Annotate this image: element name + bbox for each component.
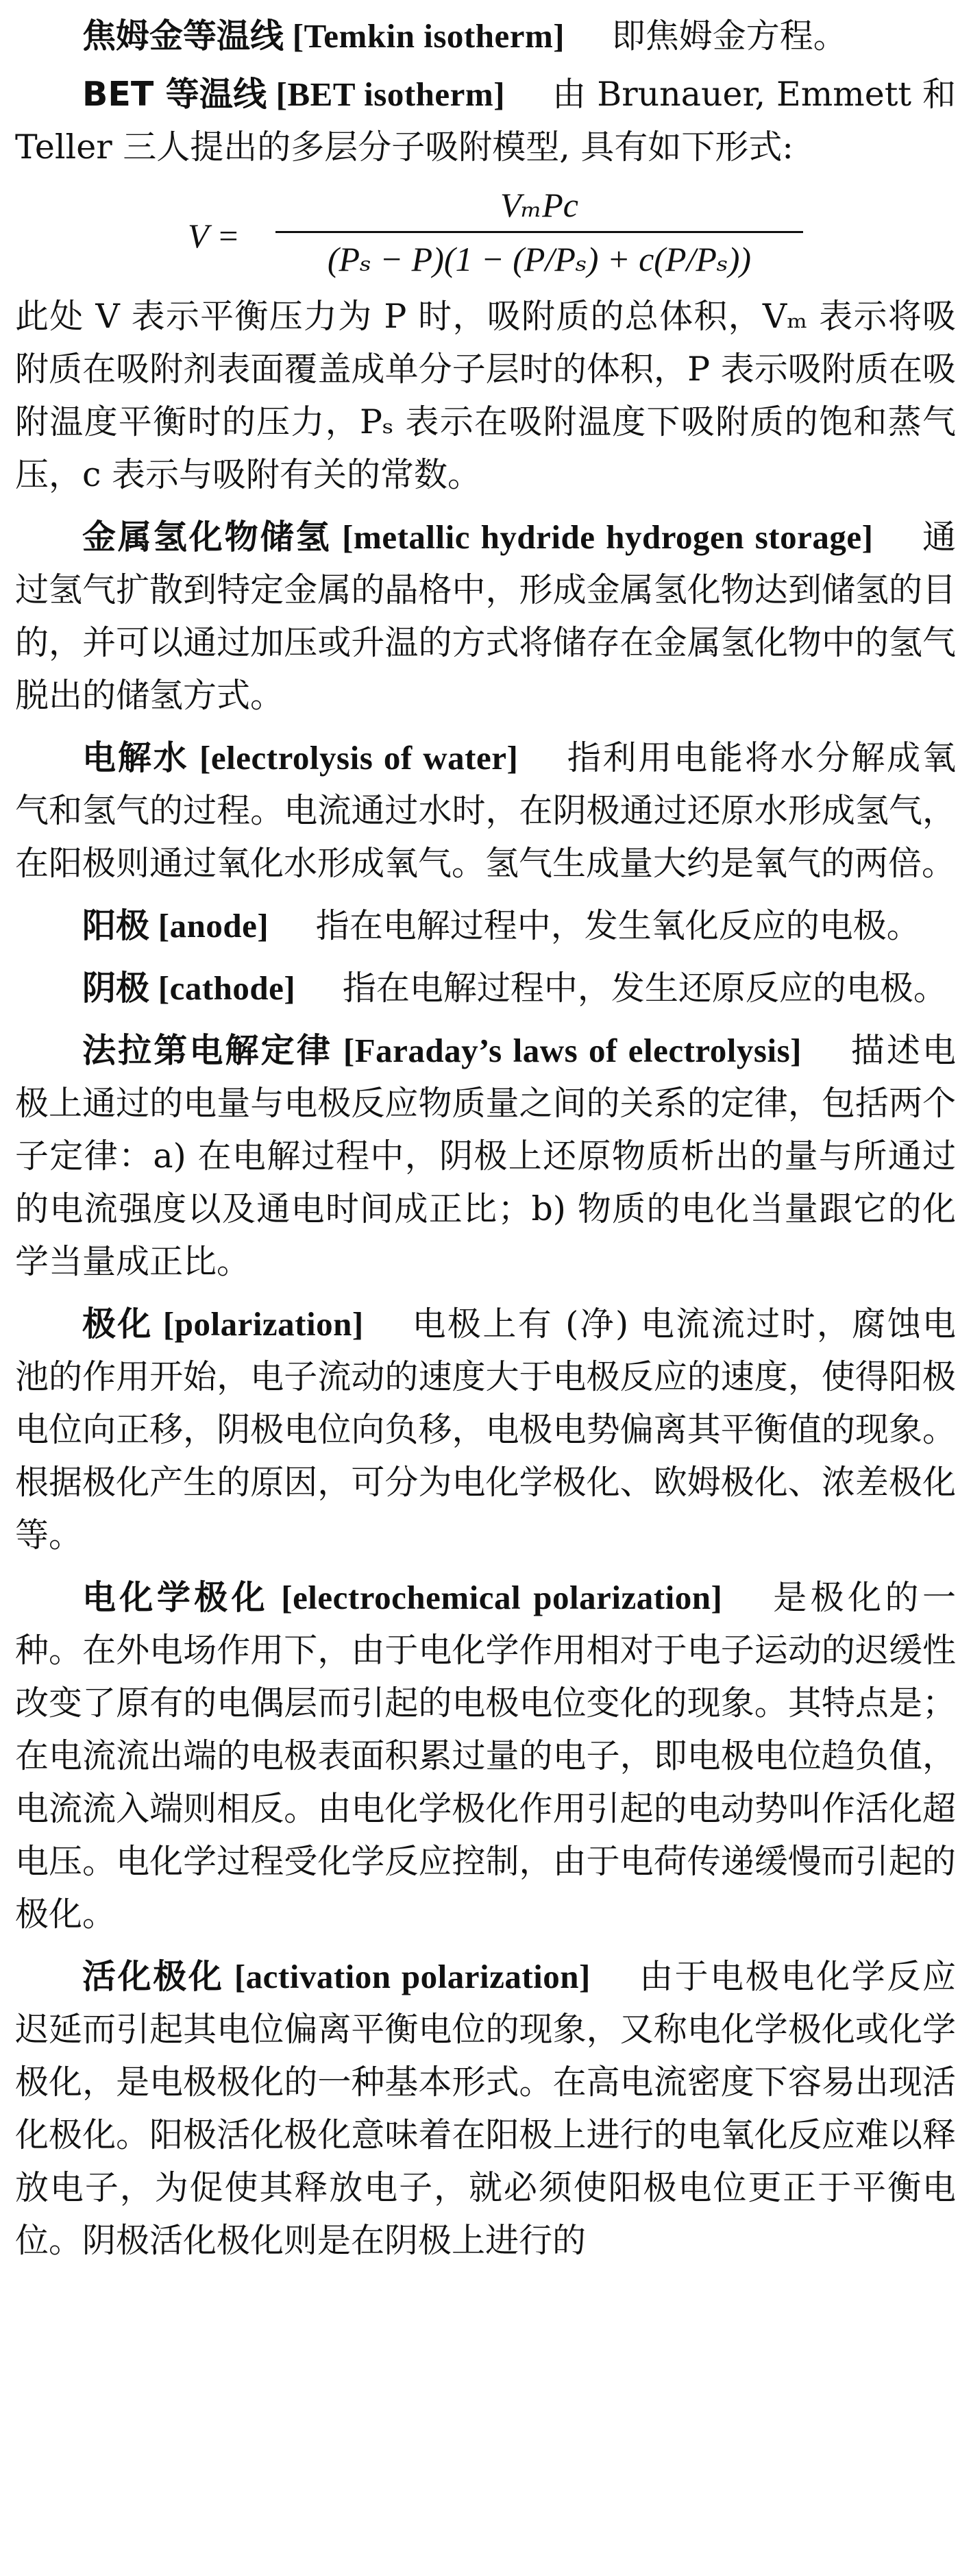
entry-english-term: [ metallic hydride hydrogen storage ] — [332, 518, 874, 556]
entry-term: BET 等温线 — [82, 75, 267, 114]
entry-term: 阴极 — [82, 969, 150, 1008]
entry-temkin-isotherm — [15, 10, 956, 62]
entry-definition: 指利用电能将水分解成氧气和氢气的过程。电流通过水时，在阴极通过还原水形成氢气，在阳极则通过氧化水形成氧气。氢气生成量大约是氧气的两倍。 — [15, 738, 956, 883]
entry-term: 焦姆金等温线 — [82, 16, 284, 56]
entry-english-term: [ activation polarization ] — [223, 1958, 590, 1995]
bet-explanation — [15, 290, 956, 501]
entry-cathode — [15, 962, 956, 1014]
entry-electrochemical-polarization — [15, 1571, 956, 1941]
entry-english-term: [ polarization ] — [153, 1305, 364, 1343]
entry-activation-polarization — [15, 1950, 956, 2267]
entry-english-term: [ anode ] — [149, 907, 269, 945]
entry-metallic-hydride — [15, 511, 956, 722]
entry-definition: 指在电解过程中，发生氧化反应的电极。 — [315, 906, 920, 945]
entry-definition: 即焦姆金方程。 — [611, 16, 847, 56]
entry-term: 法拉第电解定律 — [82, 1031, 332, 1070]
entry-english-term: [ Temkin isotherm ] — [284, 17, 565, 55]
formula-lhs: V = — [188, 217, 240, 255]
entry-term: 金属氢化物储氢 — [82, 518, 332, 557]
entry-definition: 描述电极上通过的电量与电极反应物质量之间的关系的定律，包括两个子定律：a) 在电解过程中，阴极上还原物质析出的量与所通过的电流强度以及通电时间成正比；b) 物质的电化当量跟它的化学当量成正比。 — [15, 1031, 956, 1281]
formula-numerator: VₘPc — [500, 186, 578, 224]
entry-term: 极化 — [82, 1304, 153, 1344]
entry-english-term: [ electrochemical polarization ] — [269, 1579, 722, 1616]
entry-term: 电化学极化 — [82, 1578, 269, 1617]
entry-definition: 通过氢气扩散到特定金属的晶格中，形成金属氢化物达到储氢的目的，并可以通过加压或升温的方式将储存在金属氢化物中的氢气脱出的储氢方式。 — [15, 518, 956, 715]
formula-denominator: (Pₛ − P)(1 − (P/Pₛ) + c(P/Pₛ)) — [327, 240, 752, 278]
entry-term: 电解水 — [82, 738, 189, 777]
entry-definition-continued: 此处 V 表示平衡压力为 P 时，吸附质的总体积，Vₘ 表示将吸附质在吸附剂表面覆盖成单分子层时的体积，P 表示吸附质在吸附温度平衡时的压力，Pₛ 表示在吸附温度下吸附质的饱和蒸气压，c 表示与吸附有关的常数。 — [15, 297, 956, 494]
entry-term: 阳极 — [82, 906, 150, 945]
entry-definition: 指在电解过程中，发生还原反应的电极。 — [342, 969, 947, 1008]
entry-faraday-laws — [15, 1024, 956, 1288]
entry-definition: 是极化的一种。在外电场作用下，由于电化学作用相对于电子运动的迟缓性改变了原有的电偶层而引起的电极电位变化的现象。其特点是；在电流流出端的电极表面积累过量的电子，即电极电位趋负值，电流流入端则相反。由电化学极化作用引起的电动势叫作活化超电压。电化学过程受化学反应控制，由于电荷传递缓慢而引起的极化。 — [15, 1578, 956, 1934]
entry-polarization — [15, 1298, 956, 1562]
fraction-bar — [275, 231, 803, 233]
entry-english-term: [ BET isotherm ] — [267, 75, 506, 113]
entry-anode — [15, 899, 956, 952]
entry-english-term: [ cathode ] — [149, 969, 295, 1007]
entry-definition: 电极上有 (净) 电流流过时，腐蚀电池的作用开始，电子流动的速度大于电极反应的速度，使得阳极电位向正移，阴极电位向负移，电极电势偏离其平衡值的现象。根据极化产生的原因，可分为电化学极化、欧姆极化、浓差极化等。 — [15, 1304, 956, 1555]
entry-english-term: [ Faraday’s laws of electrolysis ] — [332, 1032, 802, 1069]
formula-fraction — [275, 183, 803, 281]
bet-formula — [15, 183, 956, 286]
entry-english-term: [ electrolysis of water ] — [188, 739, 518, 777]
entry-electrolysis-of-water — [15, 731, 956, 890]
entry-bet-isotherm — [15, 68, 956, 173]
entry-definition: 由 Brunauer, Emmett 和 Teller 三人提出的多层分子吸附模型, 具有如下形式: — [15, 75, 956, 167]
entry-definition: 由于电极电化学反应迟延而引起其电位偏离平衡电位的现象，又称电化学极化或化学极化，是电极极化的一种基本形式。在高电流密度下容易出现活化极化。阳极活化极化意味着在阳极上进行的电氧化反应难以释放电子，为促使其释放电子，就必须使阳极电位更正于平衡电位。阴极活化极化则是在阴极上进行的 — [15, 1957, 956, 2260]
entry-term: 活化极化 — [82, 1957, 224, 1996]
